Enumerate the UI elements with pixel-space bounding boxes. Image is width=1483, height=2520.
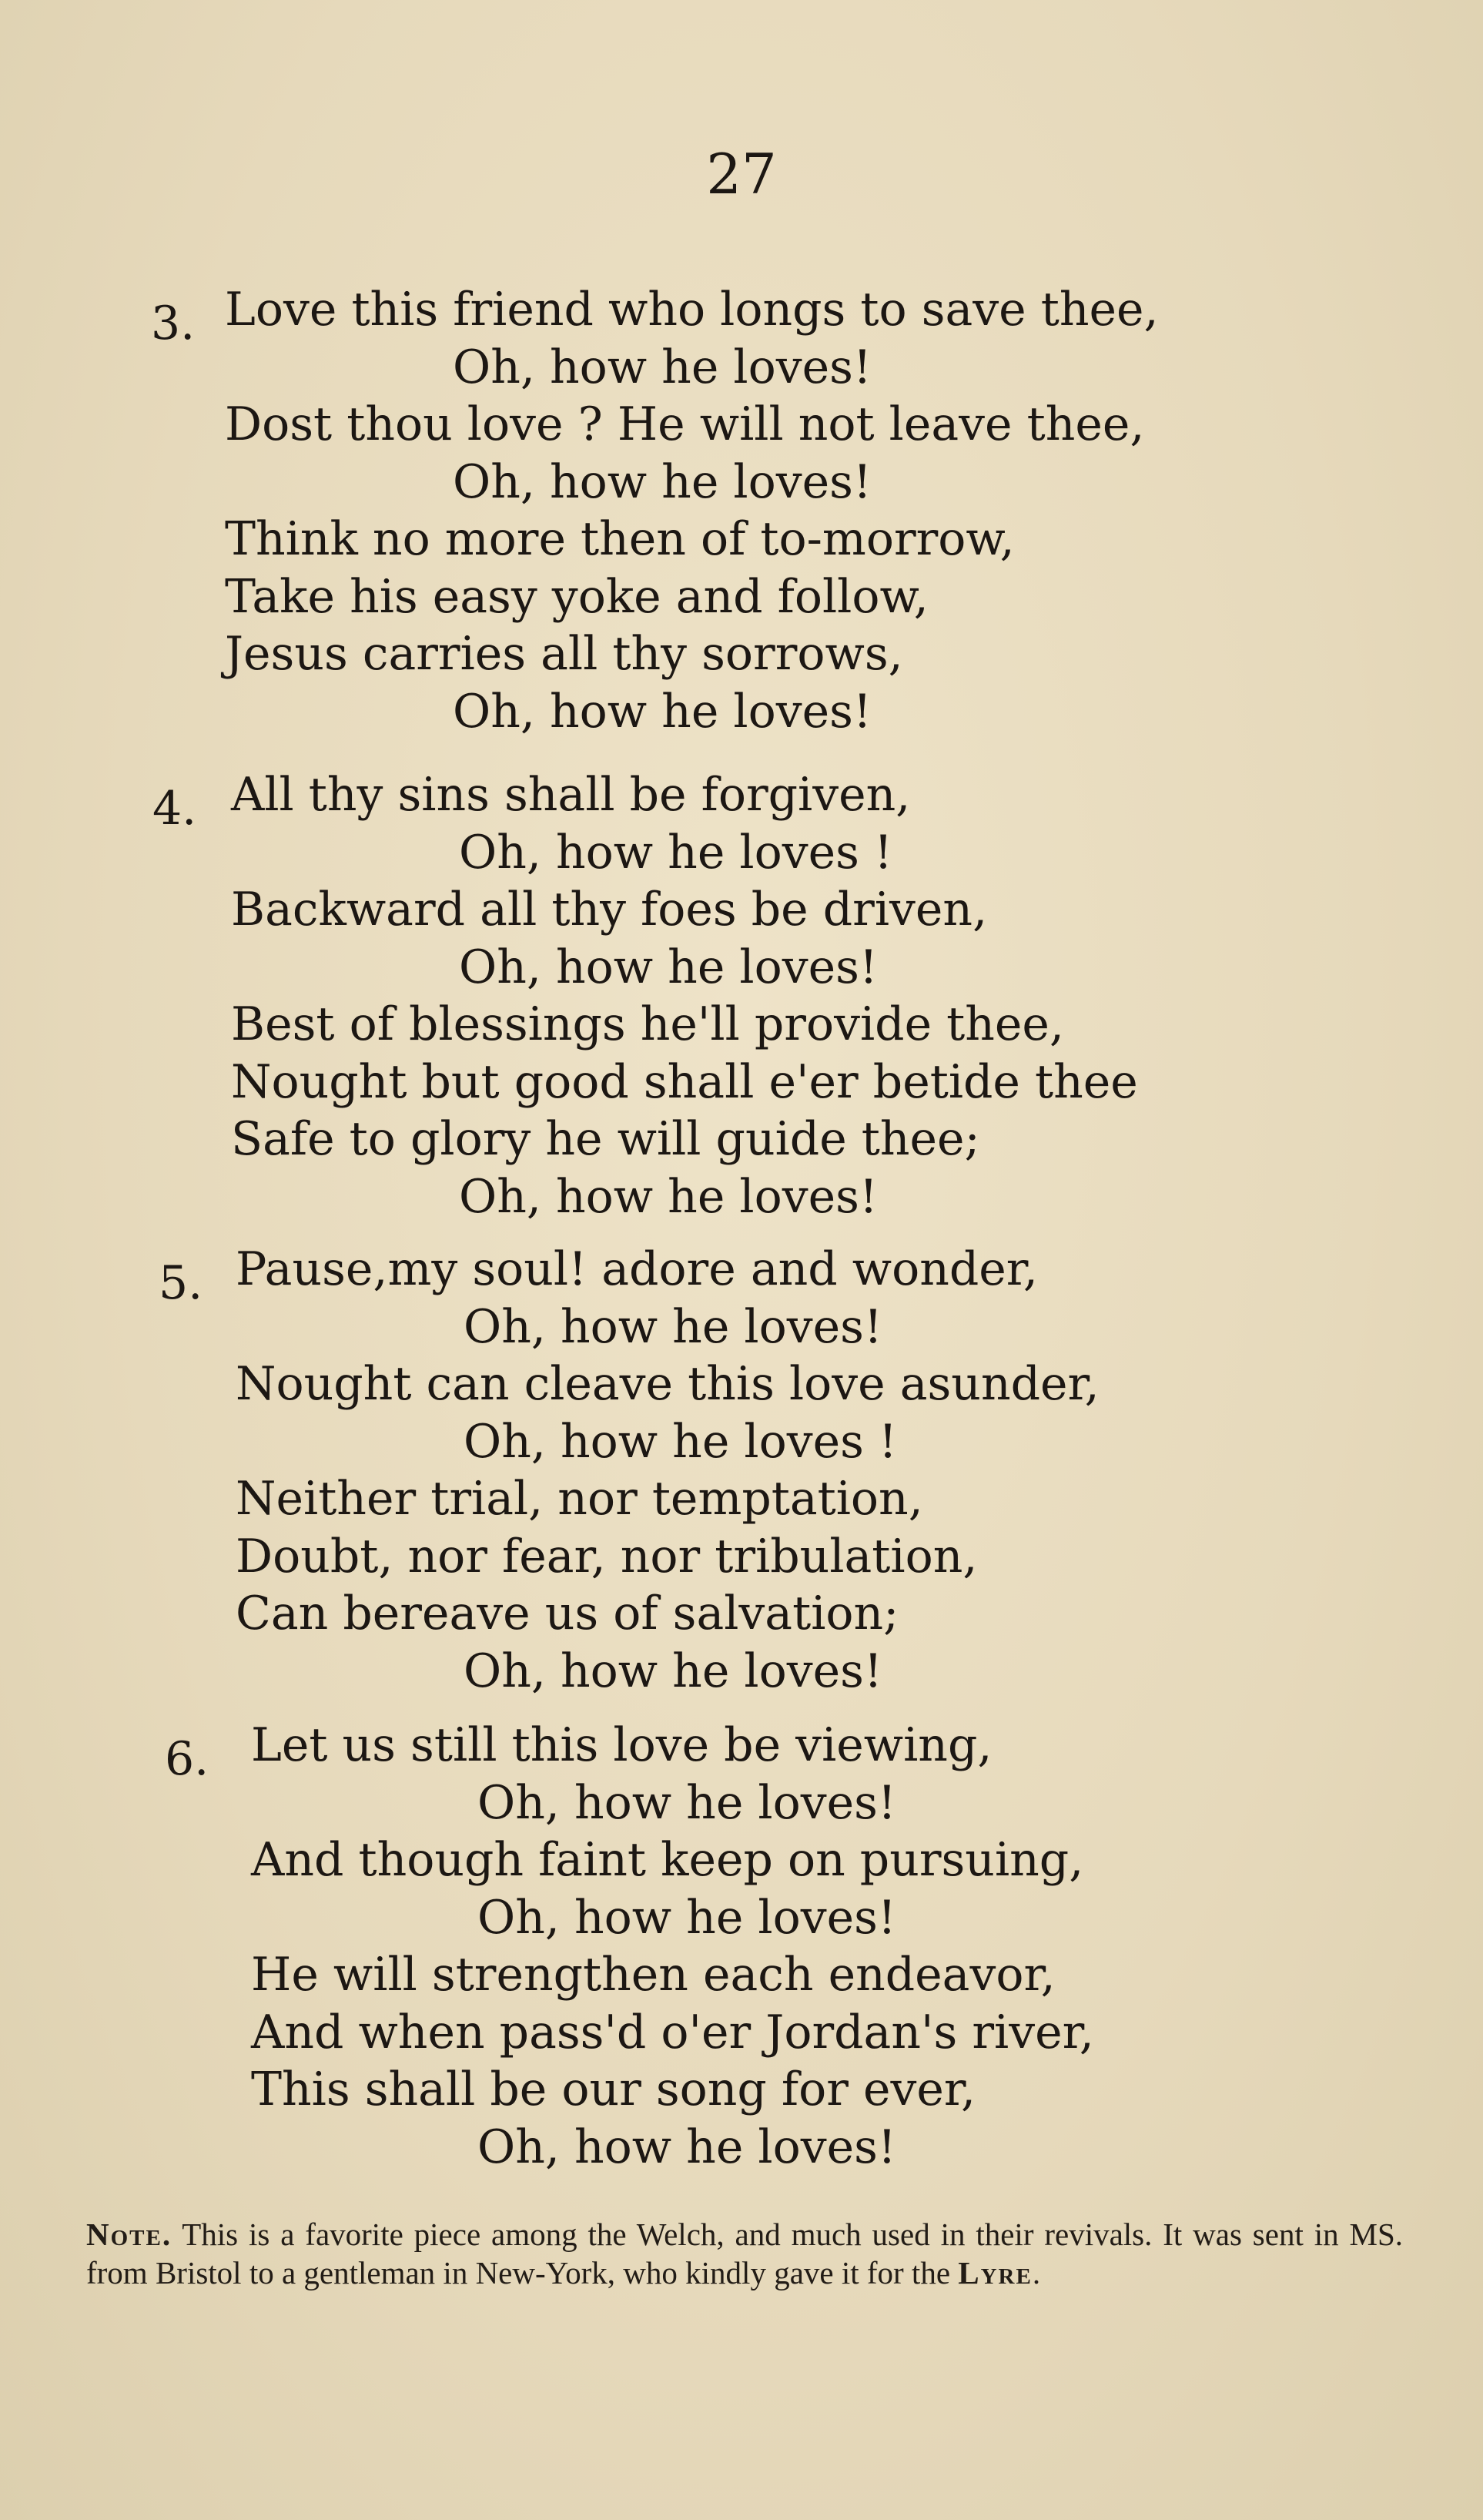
page-number: 27	[706, 142, 777, 206]
verse-line: Best of blessings he'll provide thee,	[231, 997, 1064, 1051]
verse-line: Take his easy yoke and follow,	[225, 569, 929, 624]
footnote-lyre: Lyre	[958, 2255, 1033, 2290]
refrain-line: Oh, how he loves !	[464, 1414, 898, 1469]
verse-line: Love this friend who longs to save thee,	[225, 283, 1159, 337]
verse-line: Doubt, nor fear, nor tribulation,	[236, 1529, 978, 1583]
footnote-end: .	[1032, 2255, 1041, 2290]
refrain-line: Oh, how he loves!	[464, 1644, 883, 1698]
verse-line: Dost thou love ? He will not leave thee,	[225, 397, 1145, 451]
refrain-line: Oh, how he loves!	[459, 1169, 879, 1224]
verse-line: Nought can cleave this love asunder,	[236, 1357, 1100, 1411]
verse-line: He will strengthen each endeavor,	[251, 1948, 1056, 2002]
refrain-line: Oh, how he loves!	[477, 1775, 897, 1830]
footnote	[86, 2215, 1403, 2292]
stanza-number: 3.	[151, 297, 196, 350]
refrain-line: Oh, how he loves!	[453, 454, 872, 509]
refrain-line: Oh, how he loves!	[464, 1299, 883, 1354]
stanza-number: 5.	[159, 1256, 203, 1310]
verse-line: Backward all thy foes be driven,	[231, 883, 988, 937]
refrain-line: Oh, how he loves!	[459, 940, 879, 994]
refrain-line: Oh, how he loves !	[459, 825, 893, 880]
verse-line: Think no more then of to-morrow,	[225, 512, 1015, 566]
verse-line: Nought but good shall e'er betide thee	[231, 1054, 1138, 1109]
stanza-number: 6.	[165, 1732, 209, 1786]
verse-line: And though faint keep on pursuing,	[251, 1833, 1084, 1887]
verse-line: Jesus carries all thy sorrows,	[225, 627, 903, 681]
verse-line: Pause,my soul! adore and wonder,	[236, 1242, 1038, 1296]
verse-line: And when pass'd o'er Jordan's river,	[251, 2005, 1094, 2059]
footnote-label: Note.	[86, 2217, 172, 2252]
verse-line: Can bereave us of salvation;	[236, 1587, 899, 1640]
refrain-line: Oh, how he loves!	[477, 2120, 897, 2174]
refrain-line: Oh, how he loves!	[453, 684, 872, 739]
refrain-line: Oh, how he loves!	[477, 1890, 897, 1945]
verse-line: All thy sins shall be forgiven,	[231, 768, 911, 822]
verse-line: This shall be our song for ever,	[251, 2063, 976, 2116]
verse-line: Let us still this love be viewing,	[251, 1718, 993, 1772]
verse-line: Safe to glory he will guide thee;	[231, 1112, 980, 1166]
footnote-text: This is a favorite piece among the Welch, and much used in their revivals. It was sent in MS. from Bristol to a gentleman in New-York, who kindly gave it for the	[86, 2217, 1403, 2290]
refrain-line: Oh, how he loves!	[453, 340, 872, 394]
stanza-number: 4.	[152, 782, 197, 836]
verse-line: Neither trial, nor temptation,	[236, 1472, 923, 1526]
